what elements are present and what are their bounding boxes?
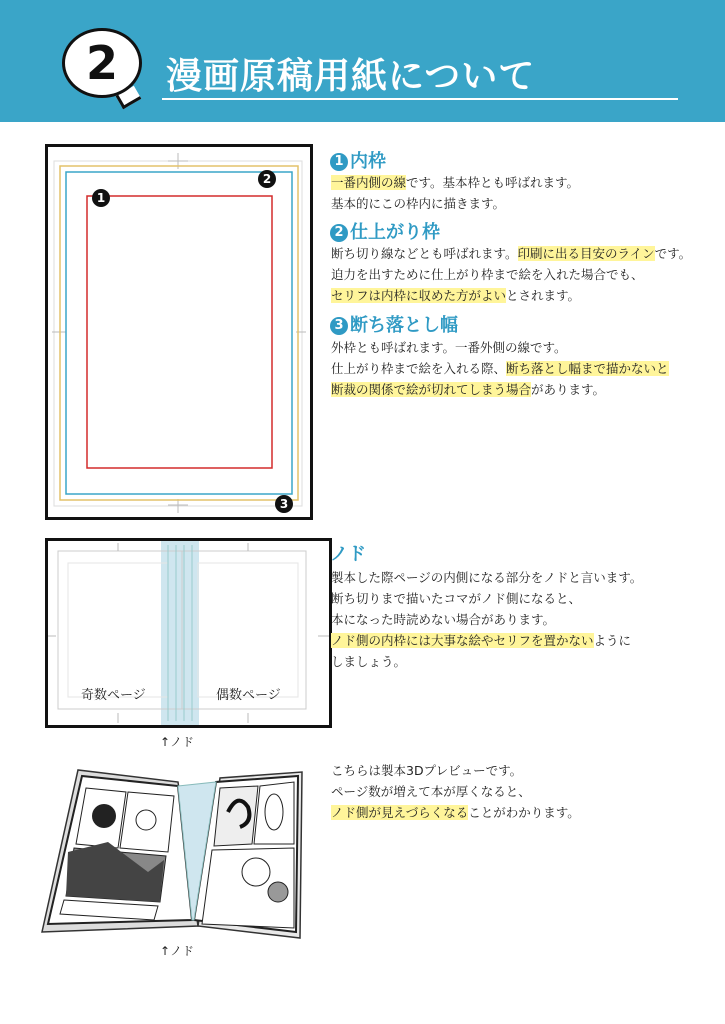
text-line: 一番内側の線です。基本枠とも呼ばれます。 xyxy=(331,175,580,190)
section2-number: 2 xyxy=(330,224,348,242)
section1-number: 1 xyxy=(330,153,348,171)
section4-title: ノド xyxy=(330,544,366,565)
spread-figure xyxy=(45,538,332,728)
text-line: ノド側の内枠には大事な絵やセリフを置かないように xyxy=(331,633,632,648)
marker-1: 1 xyxy=(92,189,110,207)
odd-page-label: 奇数ページ xyxy=(81,688,146,703)
page-title: 漫画原稿用紙について xyxy=(166,56,536,97)
title-underline xyxy=(162,98,678,100)
header-banner xyxy=(0,0,725,122)
section2-body xyxy=(331,243,691,306)
text-line: セリフは内枠に収めた方がよいとされます。 xyxy=(331,288,581,303)
text-line: 仕上がり枠まで絵を入れる際、断ち落とし幅まで描かないと xyxy=(331,361,669,376)
even-page-label: 偶数ページ xyxy=(216,688,281,703)
marker-2: 2 xyxy=(258,170,276,188)
text-line: 断裁の関係で絵が切れてしまう場合があります。 xyxy=(331,382,606,397)
manuscript-figure xyxy=(45,144,313,520)
badge-number: 2 xyxy=(85,36,118,90)
section2-heading xyxy=(330,218,440,244)
nodo-caption-1: ↑ノド xyxy=(160,735,195,749)
section1-heading xyxy=(330,147,386,173)
section3-body xyxy=(331,337,669,400)
section3-title: 断ち落とし幅 xyxy=(350,315,458,336)
section3-number: 3 xyxy=(330,317,348,335)
text-line: しましょう。 xyxy=(331,654,407,669)
text-line: こちらは製本3Dプレビューです。 xyxy=(331,763,523,778)
section4-body xyxy=(331,567,642,672)
text-line: 迫力を出すために仕上がり枠まで絵を入れた場合でも、 xyxy=(331,267,644,282)
text-line: 基本的にこの枠内に描きます。 xyxy=(331,196,506,211)
section1-title: 内枠 xyxy=(350,151,386,172)
text-line: ページ数が増えて本が厚くなると、 xyxy=(331,784,531,799)
text-line: 断ち切り線などとも呼ばれます。印刷に出る目安のラインです。 xyxy=(331,246,692,261)
nodo-caption-2: ↑ノド xyxy=(160,944,195,958)
number-badge xyxy=(62,28,142,98)
book-3d-preview xyxy=(38,752,308,942)
marker-3: 3 xyxy=(275,495,293,513)
section3-heading xyxy=(330,311,458,337)
text-line: 外枠とも呼ばれます。一番外側の線です。 xyxy=(331,340,567,355)
section1-body xyxy=(331,172,579,214)
text-line: ノド側が見えづらくなることがわかります。 xyxy=(331,805,580,820)
section4-heading xyxy=(330,540,366,566)
text-line: 断ち切りまで描いたコマがノド側になると、 xyxy=(331,591,582,606)
section5-body xyxy=(331,760,580,823)
section2-title: 仕上がり枠 xyxy=(350,222,440,243)
manuscript-diagram xyxy=(48,147,310,517)
text-line: 製本した際ページの内側になる部分をノドと言います。 xyxy=(331,570,643,585)
text-line: 本になった時読めない場合があります。 xyxy=(331,612,556,627)
